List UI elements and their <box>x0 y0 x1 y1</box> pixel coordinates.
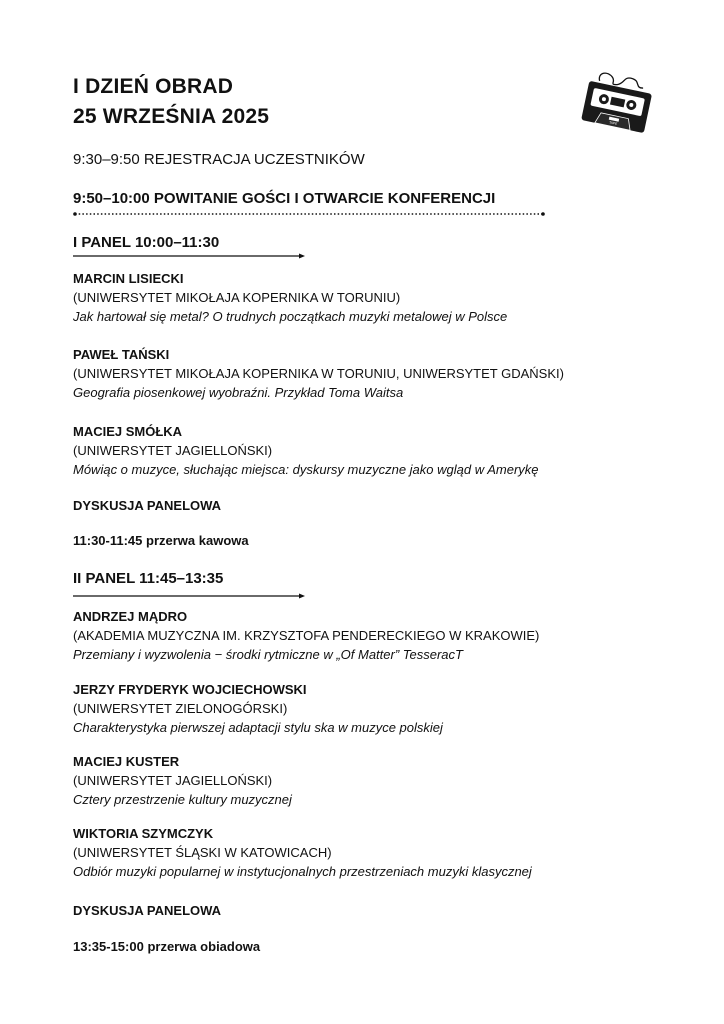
panel2-title: II PANEL 11:45–13:35 <box>73 570 224 587</box>
speaker-name: MACIEJ KUSTER <box>73 754 180 769</box>
lunch-break: 13:35-15:00 przerwa obiadowa <box>73 939 261 954</box>
panel2-talk-2 <box>73 680 443 737</box>
talk-title: Jak hartował się metal? O trudnych początkach muzyki metalowej w Polsce <box>73 309 508 324</box>
panel2-discussion: DYSKUSJA PANELOWA <box>73 903 222 918</box>
talk-title: Mówiąc o muzyce, słuchając miejsca: dyskursy muzyczne jako wgląd w Amerykę <box>73 462 539 477</box>
speaker-affiliation: (UNIWERSYTET JAGIELLOŃSKI) <box>73 773 273 788</box>
coffee-break: 11:30-11:45 przerwa kawowa <box>73 533 249 548</box>
panel1-title: I PANEL 10:00–11:30 <box>73 234 220 251</box>
registration-slot: 9:30–9:50 REJESTRACJA UCZESTNIKÓW <box>73 151 365 168</box>
speaker-affiliation: (UNIWERSYTET ZIELONOGÓRSKI) <box>73 701 288 716</box>
panel2-talk-1 <box>73 607 539 664</box>
day-title <box>73 72 269 132</box>
speaker-name: PAWEŁ TAŃSKI <box>73 347 170 362</box>
speaker-name: ANDRZEJ MĄDRO <box>73 609 188 624</box>
panel1-talk-1 <box>73 269 507 326</box>
welcome-dotted-divider <box>73 212 545 216</box>
talk-title: Przemiany i wyzwolenia − środki rytmiczne w „Of Matter” TesseracT <box>73 647 463 662</box>
cassette-label: TAPE <box>608 120 618 126</box>
talk-title: Geografia piosenkowej wyobraźni. Przykład Toma Waitsa <box>73 385 404 400</box>
panel1-talk-2 <box>73 345 564 402</box>
panel2-arrow-line <box>73 593 305 599</box>
speaker-affiliation: (UNIWERSYTET MIKOŁAJA KOPERNIKA W TORUNIU, UNIWERSYTET GDAŃSKI) <box>73 366 564 381</box>
talk-title: Charakterystyka pierwszej adaptacji stylu ska w muzyce polskiej <box>73 720 443 735</box>
cassette-tape-icon <box>577 67 657 137</box>
speaker-affiliation: (UNIWERSYTET ŚLĄSKI W KATOWICACH) <box>73 845 332 860</box>
talk-title: Odbiór muzyki popularnej w instytucjonalnych przestrzeniach muzyki klasycznej <box>73 864 532 879</box>
talk-title: Cztery przestrzenie kultury muzycznej <box>73 792 292 807</box>
panel1-arrow-line <box>73 253 305 259</box>
panel1-discussion: DYSKUSJA PANELOWA <box>73 498 222 513</box>
speaker-name: WIKTORIA SZYMCZYK <box>73 826 214 841</box>
speaker-name: MACIEJ SMÓŁKA <box>73 424 183 439</box>
speaker-affiliation: (AKADEMIA MUZYCZNA IM. KRZYSZTOFA PENDERECKIEGO W KRAKOWIE) <box>73 628 540 643</box>
speaker-affiliation: (UNIWERSYTET JAGIELLOŃSKI) <box>73 443 273 458</box>
speaker-name: JERZY FRYDERYK WOJCIECHOWSKI <box>73 682 307 697</box>
day-title-line2: 25 WRZEŚNIA 2025 <box>73 105 270 128</box>
speaker-name: MARCIN LISIECKI <box>73 271 184 286</box>
panel2-talk-4 <box>73 824 532 881</box>
panel1-talk-3 <box>73 422 539 479</box>
panel2-talk-3 <box>73 752 292 809</box>
speaker-affiliation: (UNIWERSYTET MIKOŁAJA KOPERNIKA W TORUNIU) <box>73 290 401 305</box>
welcome-slot: 9:50–10:00 POWITANIE GOŚCI I OTWARCIE KONFERENCJI <box>73 190 496 207</box>
day-title-line1: I DZIEŃ OBRAD <box>73 75 234 98</box>
